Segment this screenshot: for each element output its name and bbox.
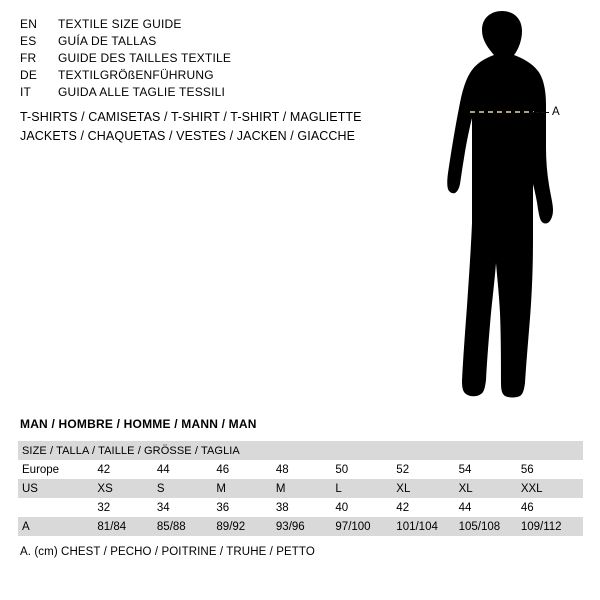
- row-label: US: [18, 479, 97, 498]
- cell-value: 46: [521, 498, 583, 517]
- cell-value: 32: [97, 498, 157, 517]
- cell-value: 93/96: [276, 517, 336, 536]
- row-label: A: [18, 517, 97, 536]
- measurement-footnote: A. (cm) CHEST / PECHO / POITRINE / TRUHE / PETTO: [20, 546, 315, 558]
- size-table: [18, 441, 583, 536]
- language-row: [20, 34, 380, 51]
- language-row: [20, 68, 380, 85]
- table-row: [18, 460, 583, 479]
- cell-value: 34: [157, 498, 217, 517]
- cell-value: 97/100: [335, 517, 396, 536]
- garment-line-tshirts: T-SHIRTS / CAMISETAS / T-SHIRT / T-SHIRT / MAGLIETTE: [20, 110, 362, 124]
- cell-value: XL: [459, 479, 521, 498]
- measure-label-a: A: [552, 106, 560, 118]
- table-header-label: SIZE / TALLA / TAILLE / GRÖSSE / TAGLIA: [18, 441, 583, 460]
- row-label: Europe: [18, 460, 97, 479]
- cell-value: S: [157, 479, 217, 498]
- cell-value: L: [335, 479, 396, 498]
- language-code: ES: [20, 34, 37, 48]
- cell-value: 50: [335, 460, 396, 479]
- cell-value: 54: [459, 460, 521, 479]
- language-row: [20, 85, 380, 102]
- cell-value: 56: [521, 460, 583, 479]
- cell-value: 89/92: [216, 517, 276, 536]
- table-row: [18, 498, 583, 517]
- cell-value: 109/112: [521, 517, 583, 536]
- cell-value: 44: [157, 460, 217, 479]
- cell-value: 42: [97, 460, 157, 479]
- table-row: [18, 517, 583, 536]
- language-code: FR: [20, 51, 37, 65]
- language-code: EN: [20, 17, 38, 31]
- man-silhouette-figure: [410, 8, 600, 408]
- garment-line-jackets: JACKETS / CHAQUETAS / VESTES / JACKEN / GIACCHE: [20, 129, 356, 143]
- cell-value: 36: [216, 498, 276, 517]
- cell-value: 40: [335, 498, 396, 517]
- language-code: DE: [20, 68, 38, 82]
- language-code: IT: [20, 85, 32, 99]
- cell-value: 52: [396, 460, 458, 479]
- cell-value: 105/108: [459, 517, 521, 536]
- cell-value: 48: [276, 460, 336, 479]
- row-label: [18, 498, 97, 517]
- cell-value: M: [276, 479, 336, 498]
- garment-category-block: [20, 110, 420, 148]
- table-header-row: [18, 441, 583, 460]
- language-title: TEXTILE SIZE GUIDE: [58, 17, 182, 31]
- cell-value: 85/88: [157, 517, 217, 536]
- language-row: [20, 17, 380, 34]
- silhouette-icon: [410, 8, 600, 408]
- cell-value: XL: [396, 479, 458, 498]
- cell-value: 81/84: [97, 517, 157, 536]
- measure-pointer-dash: [531, 112, 549, 114]
- language-title: GUÍA DE TALLAS: [58, 34, 157, 48]
- cell-value: 38: [276, 498, 336, 517]
- language-title: TEXTILGRÖßENFÜHRUNG: [58, 68, 214, 82]
- language-title: GUIDE DES TAILLES TEXTILE: [58, 51, 232, 65]
- cell-value: XXL: [521, 479, 583, 498]
- cell-value: 42: [396, 498, 458, 517]
- language-title: GUIDA ALLE TAGLIE TESSILI: [58, 85, 226, 99]
- table-row: [18, 479, 583, 498]
- cell-value: M: [216, 479, 276, 498]
- cell-value: 44: [459, 498, 521, 517]
- man-section-header: MAN / HOMBRE / HOMME / MANN / MAN: [20, 417, 257, 431]
- language-row: [20, 51, 380, 68]
- cell-value: XS: [97, 479, 157, 498]
- language-header-block: [20, 17, 380, 102]
- cell-value: 46: [216, 460, 276, 479]
- cell-value: 101/104: [396, 517, 458, 536]
